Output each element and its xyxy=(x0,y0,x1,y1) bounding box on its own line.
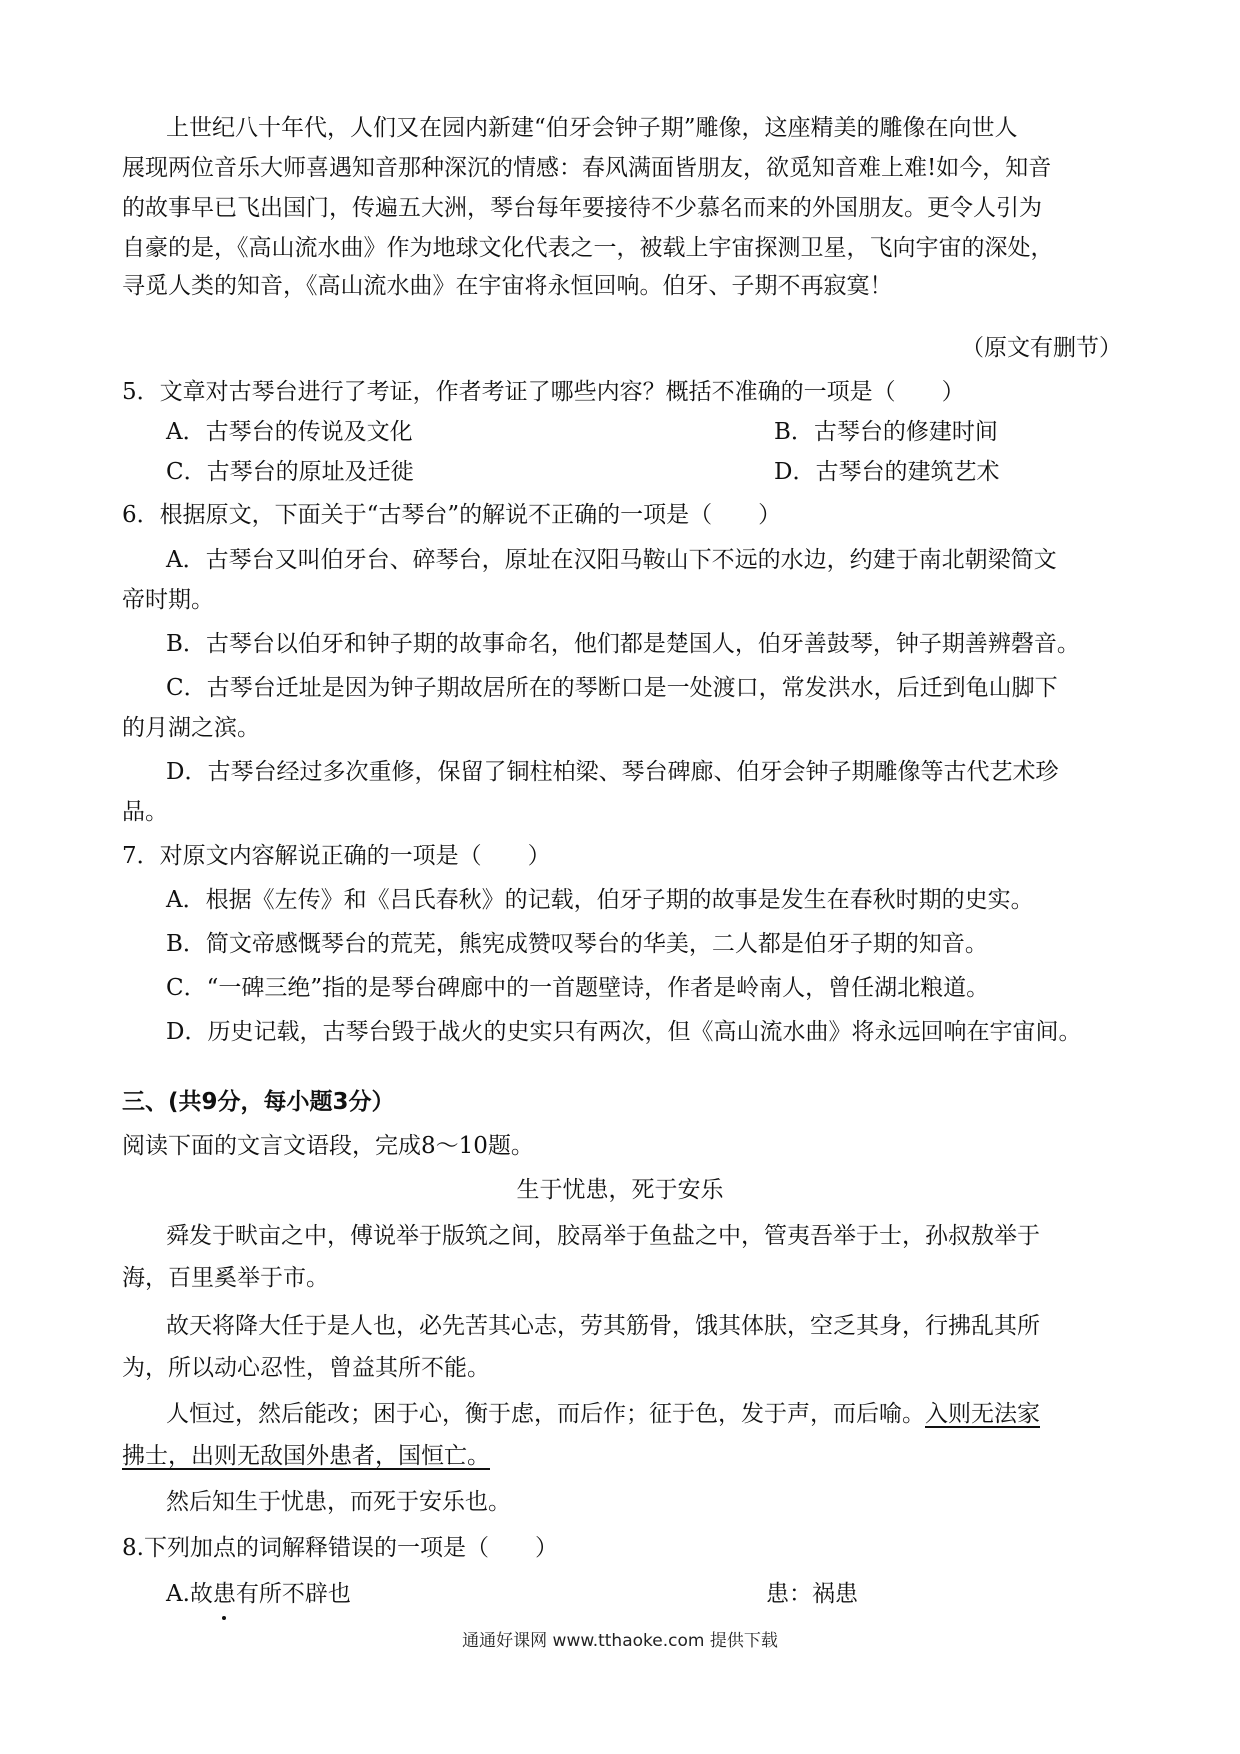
underlined-sentence-cont: 拂士，出则无敌国外患者，国恒亡。 xyxy=(122,1443,490,1469)
underlined-sentence: 入则无法家 xyxy=(925,1401,1040,1427)
classical-text-line: 然后知生于忧患，而死于安乐也。 xyxy=(166,1489,511,1515)
question-5-options-row-2 xyxy=(166,454,1166,490)
option-c-cont: 的月湖之滨。 xyxy=(122,715,260,741)
option-d-cont: 品。 xyxy=(122,799,168,825)
passage-line: 寻觅人类的知音，《高山流水曲》在宇宙将永恒回响。伯牙、子期不再寂寞！ xyxy=(122,273,893,299)
dotted-word: 患 xyxy=(213,1576,236,1612)
page-footer: 通通好课网 www.tthaoke.com 提供下载 xyxy=(462,1631,778,1651)
option-a: A．古琴台的传说及文化 xyxy=(166,419,413,445)
option-a: A．根据《左传》和《吕氏春秋》的记载，伯牙子期的故事是发生在春秋时期的史实。 xyxy=(166,887,1034,913)
abridged-note: （原文有删节） xyxy=(961,335,1122,361)
question-8-option-a xyxy=(166,1576,1166,1612)
classical-text-plain: 人恒过，然后能改；困于心，衡于虑，而后作；征于色，发于声，而后喻。 xyxy=(166,1401,925,1427)
passage-line: 的故事早已飞出国门，传遍五大洲，琴台每年要接待不少慕名而来的外国朋友。更令人引为 xyxy=(122,195,1042,221)
option-c: C．古琴台的原址及迁徙 xyxy=(166,459,414,485)
option-a: A．古琴台又叫伯牙台、碎琴台，原址在汉阳马鞍山下不远的水边，约建于南北朝梁简文 xyxy=(166,547,1057,573)
question-7-stem: 7．对原文内容解说正确的一项是（ ） xyxy=(122,843,551,869)
option-a-cont: 帝时期。 xyxy=(122,587,214,613)
option-c: C．“一碑三绝”指的是琴台碑廊中的一首题壁诗，作者是岭南人，曾任湖北粮道。 xyxy=(166,975,990,1001)
section-instruction: 阅读下面的文言文语段，完成8～10题。 xyxy=(122,1133,534,1159)
question-5-stem: 5．文章对古琴台进行了考证，作者考证了哪些内容？概括不准确的一项是（ ） xyxy=(122,379,965,405)
option-b: B．简文帝感慨琴台的荒芜，熊宪成赞叹琴台的华美，二人都是伯牙子期的知音。 xyxy=(166,931,988,957)
question-5-options-row-1 xyxy=(166,414,1166,450)
option-b: B．古琴台以伯牙和钟子期的故事命名，他们都是楚国人，伯牙善鼓琴，钟子期善辨磬音。 xyxy=(166,631,1080,657)
classical-text-line: 为，所以动心忍性，曾益其所不能。 xyxy=(122,1355,490,1381)
passage-line: 上世纪八十年代，人们又在园内新建“伯牙会钟子期”雕像，这座精美的雕像在向世人 xyxy=(166,115,1018,141)
classical-text-line: 故天将降大任于是人也，必先苦其心志，劳其筋骨，饿其体肤，空乏其身，行拂乱其所 xyxy=(166,1313,1040,1339)
section-heading: 三、(共9分，每小题3分） xyxy=(122,1089,395,1115)
passage-line: 展现两位音乐大师喜遇知音那种深沉的情感：春风满面皆朋友，欲觅知音难上难!如今，知音 xyxy=(122,155,1052,181)
option-b: B．古琴台的修建时间 xyxy=(774,419,998,445)
option-a-rest: 有所不辟也 xyxy=(235,1581,351,1607)
classical-text-line xyxy=(166,1396,1166,1432)
passage-line: 自豪的是，《高山流水曲》作为地球文化代表之一，被载上宇宙探测卫星，飞向宇宙的深处， xyxy=(122,235,1054,261)
classical-text-line xyxy=(122,1438,1122,1474)
option-a-gloss: 患：祸患 xyxy=(766,1581,858,1607)
option-a-prefix: A.故 xyxy=(166,1581,213,1607)
option-c: C．古琴台迁址是因为钟子期故居所在的琴断口是一处渡口，常发洪水，后迁到龟山脚下 xyxy=(166,675,1058,701)
classical-text-line: 舜发于畎亩之中，傅说举于版筑之间，胶鬲举于鱼盐之中，管夷吾举于士，孙叔敖举于 xyxy=(166,1223,1040,1249)
classical-text-title: 生于忧患，死于安乐 xyxy=(516,1177,724,1203)
classical-text-line: 海，百里奚举于市。 xyxy=(122,1265,329,1291)
option-d: D．古琴台经过多次重修，保留了铜柱柏梁、琴台碑廊、伯牙会钟子期雕像等古代艺术珍 xyxy=(166,759,1059,785)
question-6-stem: 6．根据原文，下面关于“古琴台”的解说不正确的一项是（ ） xyxy=(122,502,782,528)
option-d: D．古琴台的建筑艺术 xyxy=(774,459,1000,485)
question-8-stem: 8.下列加点的词解释错误的一项是（ ） xyxy=(122,1535,558,1561)
option-d: D．历史记载，古琴台毁于战火的史实只有两次，但《高山流水曲》将永远回响在宇宙间。 xyxy=(166,1019,1082,1045)
